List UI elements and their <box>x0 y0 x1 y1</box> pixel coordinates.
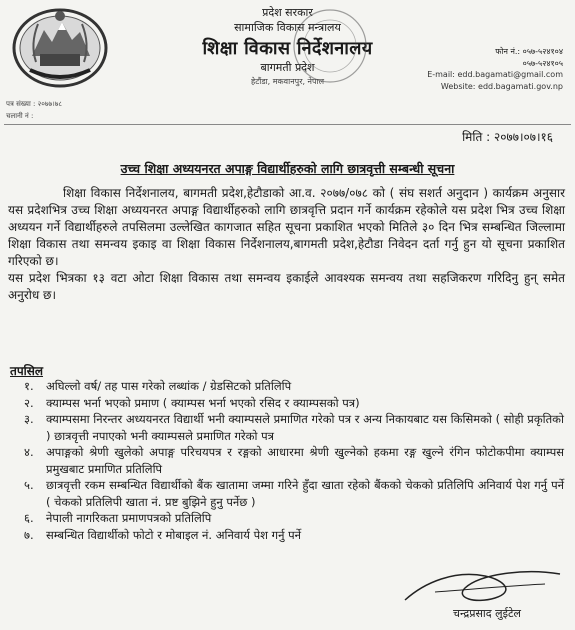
list-item <box>24 411 564 444</box>
list-item-number: ७. <box>24 527 34 542</box>
header-line-ministry: सामाजिक विकास मन्त्रालय <box>234 21 341 34</box>
list-item <box>24 378 564 395</box>
website-address: Website: edd.bagamati.gov.np <box>440 82 563 91</box>
header-line-province: बागमती प्रदेश <box>260 61 315 74</box>
list-item <box>24 444 564 477</box>
notice-title: उच्च शिक्षा अध्ययनरत अपाङ्ग विद्यार्थीहरुको लागि छात्रवृत्ती सम्बन्धी सूचना <box>120 161 455 176</box>
list-item-number: ६. <box>24 511 34 525</box>
signatory-name: चन्द्रप्रसाद लुईटेल <box>453 607 521 620</box>
list-item-text: अघिल्लो वर्ष/ तह पास गरेको लब्धांक / ग्रेडसिटको प्रतिलिपि <box>46 379 292 393</box>
notice-body <box>8 185 565 304</box>
header-line-city: हेटौंडा, मकवानपुर, नेपाल <box>250 77 325 86</box>
letter-number: पत्र संख्या : २०७७।७८ <box>6 100 63 108</box>
office-stamp <box>290 0 370 92</box>
list-item-number: २. <box>24 395 34 410</box>
body-paragraph-1: शिक्षा विकास निर्देशनालय, बागमती प्रदेश,हेटौडाको आ.व. २०७७/०७८ को ( संघ सशर्त अनुदान ) कार्यक्रम अनुसार यस प्रदेशभित्र उच्च शिक्षा अध्ययनरत अपाङ्ग विद्यार्थीहरुको लागि छात्रवृत्ति प्रदान गर्ने कार्यक्रम रहेकोले यस प्रदेश भित्र उच्च शिक्षा अध्ययन गर्ने विद्यार्थीहरुले तपसिलमा उल्लेखित कागजात सहित सूचना प्रकाशित भएको मितिले ३० दिन भित्र सम्बन्धित जिल्लामा शिक्षा विकास तथा समन्वय इकाइ वा शिक्षा विकास निर्देशनालय,बागमती प्रदेश,हेटौडा निवेदन दर्ता गर्नु हुन यो सूचना प्रकाशित गरिएको छ। <box>8 186 565 268</box>
dispatch-number: चलानी नं : <box>6 112 34 120</box>
list-item-text: क्याम्पस भर्ना भएको प्रमाण ( क्याम्पस भर्ना भएको रसिद र क्याम्पसको पत्र) <box>46 395 360 410</box>
list-item-text: सम्बन्धित विद्यार्थीको फोटो र मोबाइल नं. अनिवार्य पेश गर्नु पर्ने <box>46 527 302 542</box>
list-item-text: अपाङ्गको श्रेणी खुलेको अपाङ्ग परिचयपत्र र रङ्गको आधारमा श्रेणी खुल्नेको हकमा रङ्ग खुल्ने रंगिन फोटोकपीमा क्याम्पस प्रमुखबाट प्रमाणित प्रतिलिपि <box>46 445 564 476</box>
signature-image <box>395 562 565 610</box>
list-item-number: ४. <box>24 445 34 459</box>
list-item <box>24 477 564 510</box>
notice-date: मिति : २०७७।०७।१६ <box>462 130 553 144</box>
phone-number-2: ०५७-५२४१०५ <box>522 59 563 68</box>
office-name-title: शिक्षा विकास निर्देशनालय <box>202 38 373 59</box>
phone-number-1: फोन नं.: ०५७-५२४१०४ <box>495 47 563 56</box>
tapsil-heading: तपसिल <box>10 364 44 378</box>
body-paragraph-2: यस प्रदेश भित्रका १३ वटा ओटा शिक्षा विकास तथा समन्वय इकाईले आवश्यक समन्वय तथा सहजिकरण गरिदिनु हुन् समेत अनुरोध छ। <box>8 271 565 302</box>
list-item-number: ३. <box>24 412 34 426</box>
list-item-number: १. <box>24 379 34 393</box>
email-address: E-mail: edd.bagamati@gmail.com <box>427 70 563 79</box>
list-item-text: क्याम्पसमा निरन्तर अध्ययनरत विद्यार्थी भनी क्याम्पसले प्रमाणित गरेको पत्र र अन्य निकायबाट यस किसिमको ( सोही प्रकृतिको ) छात्रवृत्ती नपाएको भनी क्याम्पसले प्रमाणित गरेको पत्र <box>46 412 564 443</box>
header-line-government: प्रदेश सरकार <box>262 6 313 19</box>
header-divider <box>4 124 571 125</box>
list-item-number: ५. <box>24 478 34 492</box>
list-item-text: छात्रवृत्ती रकम सम्बन्धित विद्यार्थीको बैंक खातामा जम्मा गरिने हुँदा खाता रहेको बैंकको चेकको प्रतिलिपि अनिवार्य पेश गर्नु पर्ने ( चेकको प्रतिलिपी खाता नं. प्रष्ट बुझिने हुनु पर्नेछ ) <box>46 478 564 509</box>
requirements-list <box>24 378 564 543</box>
list-item-text: नेपाली नागरिकता प्रमाणपत्रको प्रतिलिपि <box>46 511 212 525</box>
list-item <box>24 527 564 544</box>
list-item <box>24 395 564 412</box>
list-item <box>24 510 564 527</box>
